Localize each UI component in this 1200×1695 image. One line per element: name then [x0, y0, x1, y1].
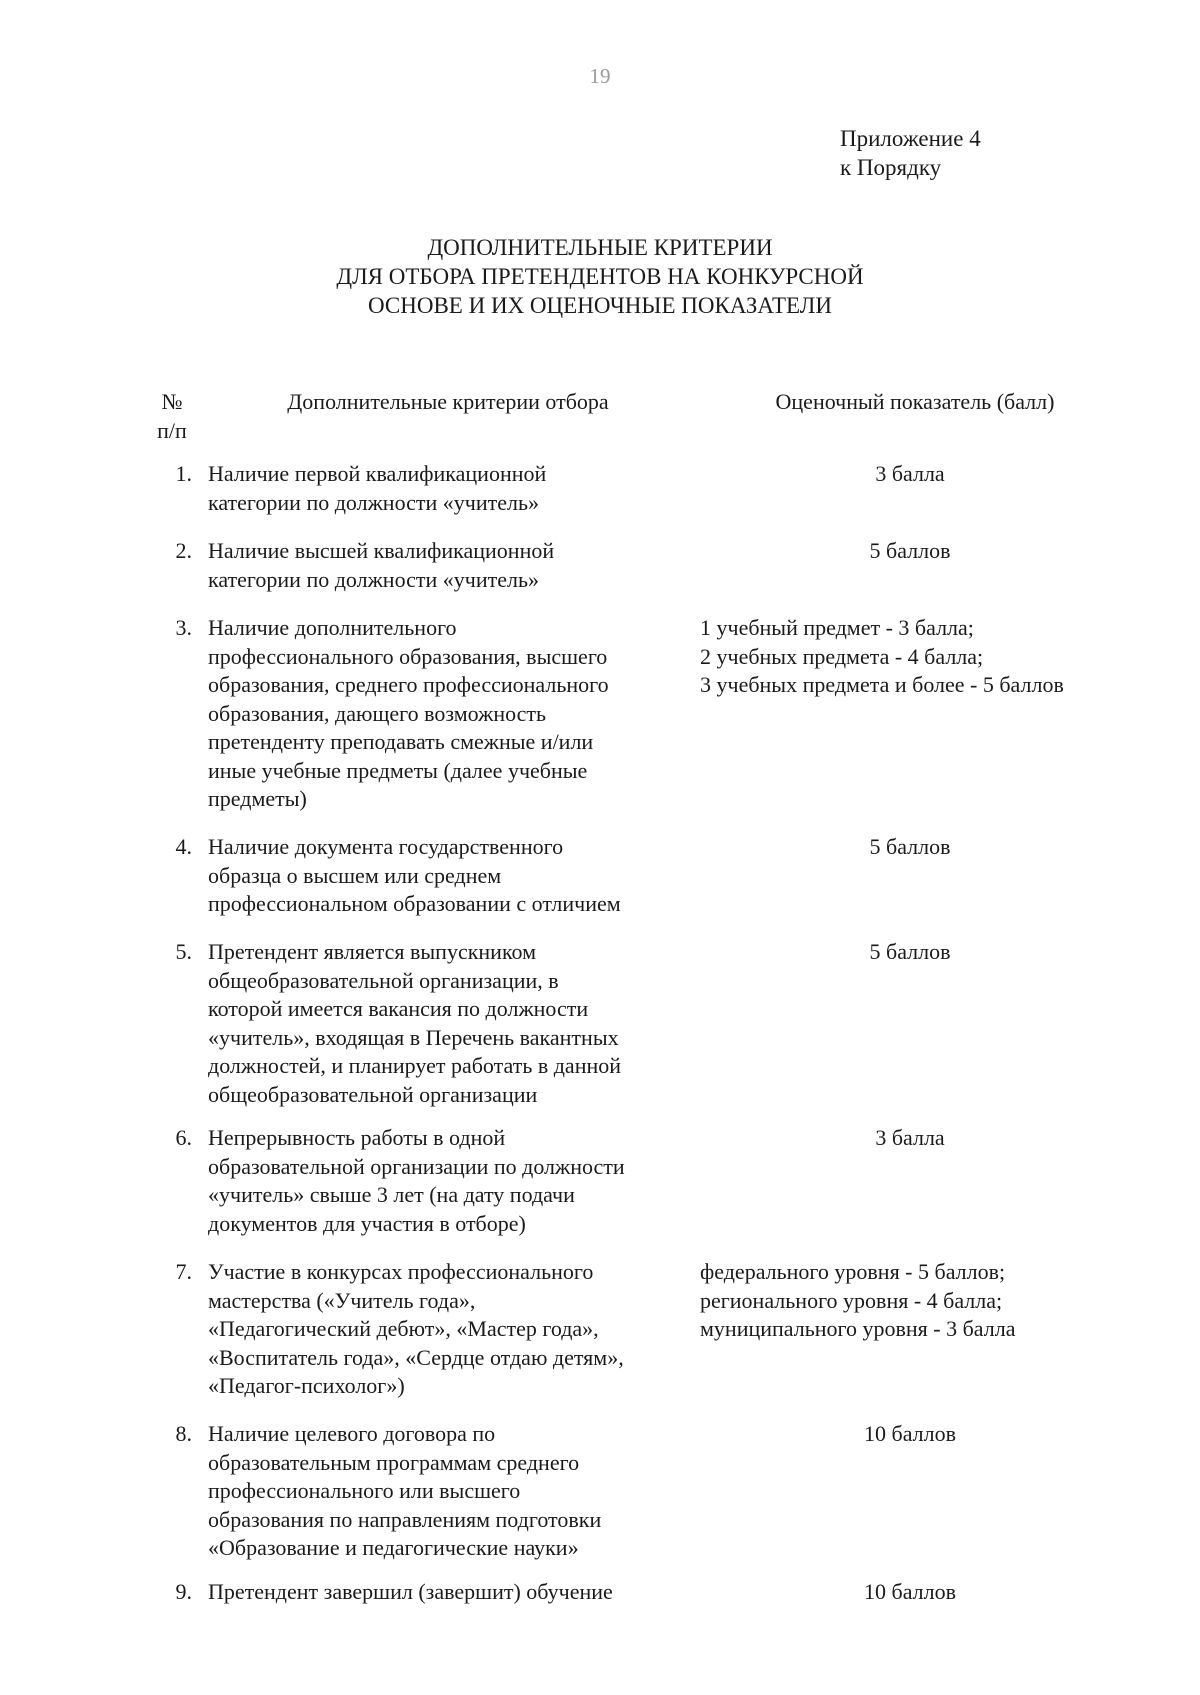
score-line: 5 баллов [869, 538, 951, 563]
criteria-line: должностей, и планирует работать в данной [208, 1053, 622, 1078]
row-criteria [208, 1258, 688, 1401]
header-number-sign: № [161, 389, 183, 414]
row-criteria [208, 460, 688, 517]
criteria-line: образовательной организации по должности [208, 1153, 625, 1179]
row-criteria [208, 1578, 688, 1607]
score-line: 5 баллов [869, 939, 951, 964]
criteria-line: образования по направлениям подготовки [208, 1506, 602, 1532]
row-criteria [208, 537, 688, 594]
row-number: 1. [175, 461, 192, 486]
row-criteria [208, 1420, 688, 1563]
criteria-line: иные учебные предметы (далее учебные [208, 757, 588, 783]
criteria-line: «Образование и педагогические науки» [208, 1535, 579, 1560]
row-number: 8. [175, 1421, 192, 1446]
score-line: федерального уровня - 5 баллов; [700, 1259, 1006, 1284]
criteria-line: мастерства («Учитель года», [208, 1287, 476, 1313]
score-line: 1 учебный предмет - 3 балла; [700, 615, 974, 640]
score-line: 3 балла [875, 461, 945, 486]
row-score [740, 1578, 1080, 1607]
row-score [740, 1420, 1080, 1449]
criteria-line: профессионального образования, высшего [208, 643, 608, 669]
header-criteria: Дополнительные критерии отбора [287, 389, 609, 414]
header-number-abbr: п/п [157, 418, 187, 443]
score-line: 10 баллов [864, 1421, 956, 1446]
score-line: 2 учебных предмета - 4 балла; [700, 643, 984, 669]
row-score [740, 833, 1080, 862]
row-criteria [208, 833, 688, 919]
appendix-note [840, 124, 981, 182]
criteria-line: Непрерывность работы в одной [208, 1125, 506, 1150]
criteria-line: Участие в конкурсах профессионального [208, 1259, 594, 1284]
criteria-line: документов для участия в отборе) [208, 1210, 526, 1236]
criteria-line: профессиональном образовании с отличием [208, 891, 621, 916]
header-score: Оценочный показатель (балл) [775, 389, 1055, 414]
criteria-line: которой имеется вакансия по должности [208, 996, 589, 1021]
criteria-line: общеобразовательной организации [208, 1081, 538, 1107]
row-number: 5. [175, 939, 192, 964]
title-line: ОСНОВЕ И ИХ ОЦЕНОЧНЫЕ ПОКАЗАТЕЛИ [368, 293, 832, 318]
criteria-line: Наличие первой квалификационной [208, 461, 547, 486]
score-line: 10 баллов [864, 1579, 956, 1604]
criteria-line: претенденту преподавать смежные и/или [208, 729, 594, 754]
row-number: 6. [175, 1125, 192, 1150]
page-number: 19 [589, 64, 611, 88]
row-criteria [208, 614, 688, 814]
appendix-line: Приложение 4 [840, 126, 981, 151]
score-line: муниципального уровня - 3 балла [700, 1316, 1016, 1341]
row-score [740, 460, 1080, 489]
row-number: 7. [175, 1259, 192, 1284]
title-line: ДОПОЛНИТЕЛЬНЫЕ КРИТЕРИИ [427, 235, 773, 260]
score-line: 3 балла [875, 1125, 945, 1150]
row-number: 3. [175, 615, 192, 640]
criteria-line: профессионального или высшего [208, 1478, 521, 1503]
row-criteria [208, 938, 688, 1109]
criteria-line: Наличие целевого договора по [208, 1421, 496, 1446]
criteria-line: предметы) [208, 786, 307, 811]
row-number: 2. [175, 538, 192, 563]
criteria-line: общеобразовательной организации, в [208, 967, 559, 993]
criteria-line: образования, среднего профессионального [208, 672, 609, 697]
criteria-line: «Педагогический дебют», «Мастер года», [208, 1316, 599, 1341]
criteria-line: «Педагог-психолог») [208, 1373, 405, 1398]
criteria-line: Наличие документа государственного [208, 834, 564, 859]
score-line: регионального уровня - 4 балла; [700, 1287, 1003, 1313]
criteria-line: Наличие высшей квалификационной [208, 538, 555, 563]
row-number: 9. [175, 1579, 192, 1604]
criteria-line: Претендент является выпускником [208, 939, 537, 964]
row-criteria [208, 1124, 688, 1238]
appendix-line: к Порядку [840, 155, 942, 180]
criteria-line: образца о высшем или среднем [208, 862, 502, 888]
criteria-line: образования, дающего возможность [208, 700, 547, 726]
row-score [740, 938, 1080, 967]
title-line: ДЛЯ ОТБОРА ПРЕТЕНДЕНТОВ НА КОНКУРСНОЙ [336, 264, 864, 289]
criteria-line: «учитель», входящая в Перечень вакантных [208, 1024, 619, 1050]
row-score [740, 537, 1080, 566]
criteria-line: «учитель» свыше 3 лет (на дату подачи [208, 1182, 575, 1207]
criteria-line: категории по должности «учитель» [208, 566, 540, 592]
criteria-line: Претендент завершил (завершит) обучение [208, 1579, 613, 1604]
criteria-line: «Воспитатель года», «Сердце отдаю детям», [208, 1344, 624, 1370]
row-score [740, 1124, 1080, 1153]
row-number: 4. [175, 834, 192, 859]
row-score [700, 614, 1120, 700]
document-title [0, 233, 1200, 320]
score-line: 3 учебных предмета и более - 5 баллов [700, 672, 1064, 697]
criteria-line: Наличие дополнительного [208, 615, 457, 640]
row-score [700, 1258, 1120, 1344]
header-number [152, 387, 192, 445]
score-line: 5 баллов [869, 834, 951, 859]
criteria-line: образовательным программам среднего [208, 1449, 580, 1475]
criteria-line: категории по должности «учитель» [208, 489, 540, 515]
